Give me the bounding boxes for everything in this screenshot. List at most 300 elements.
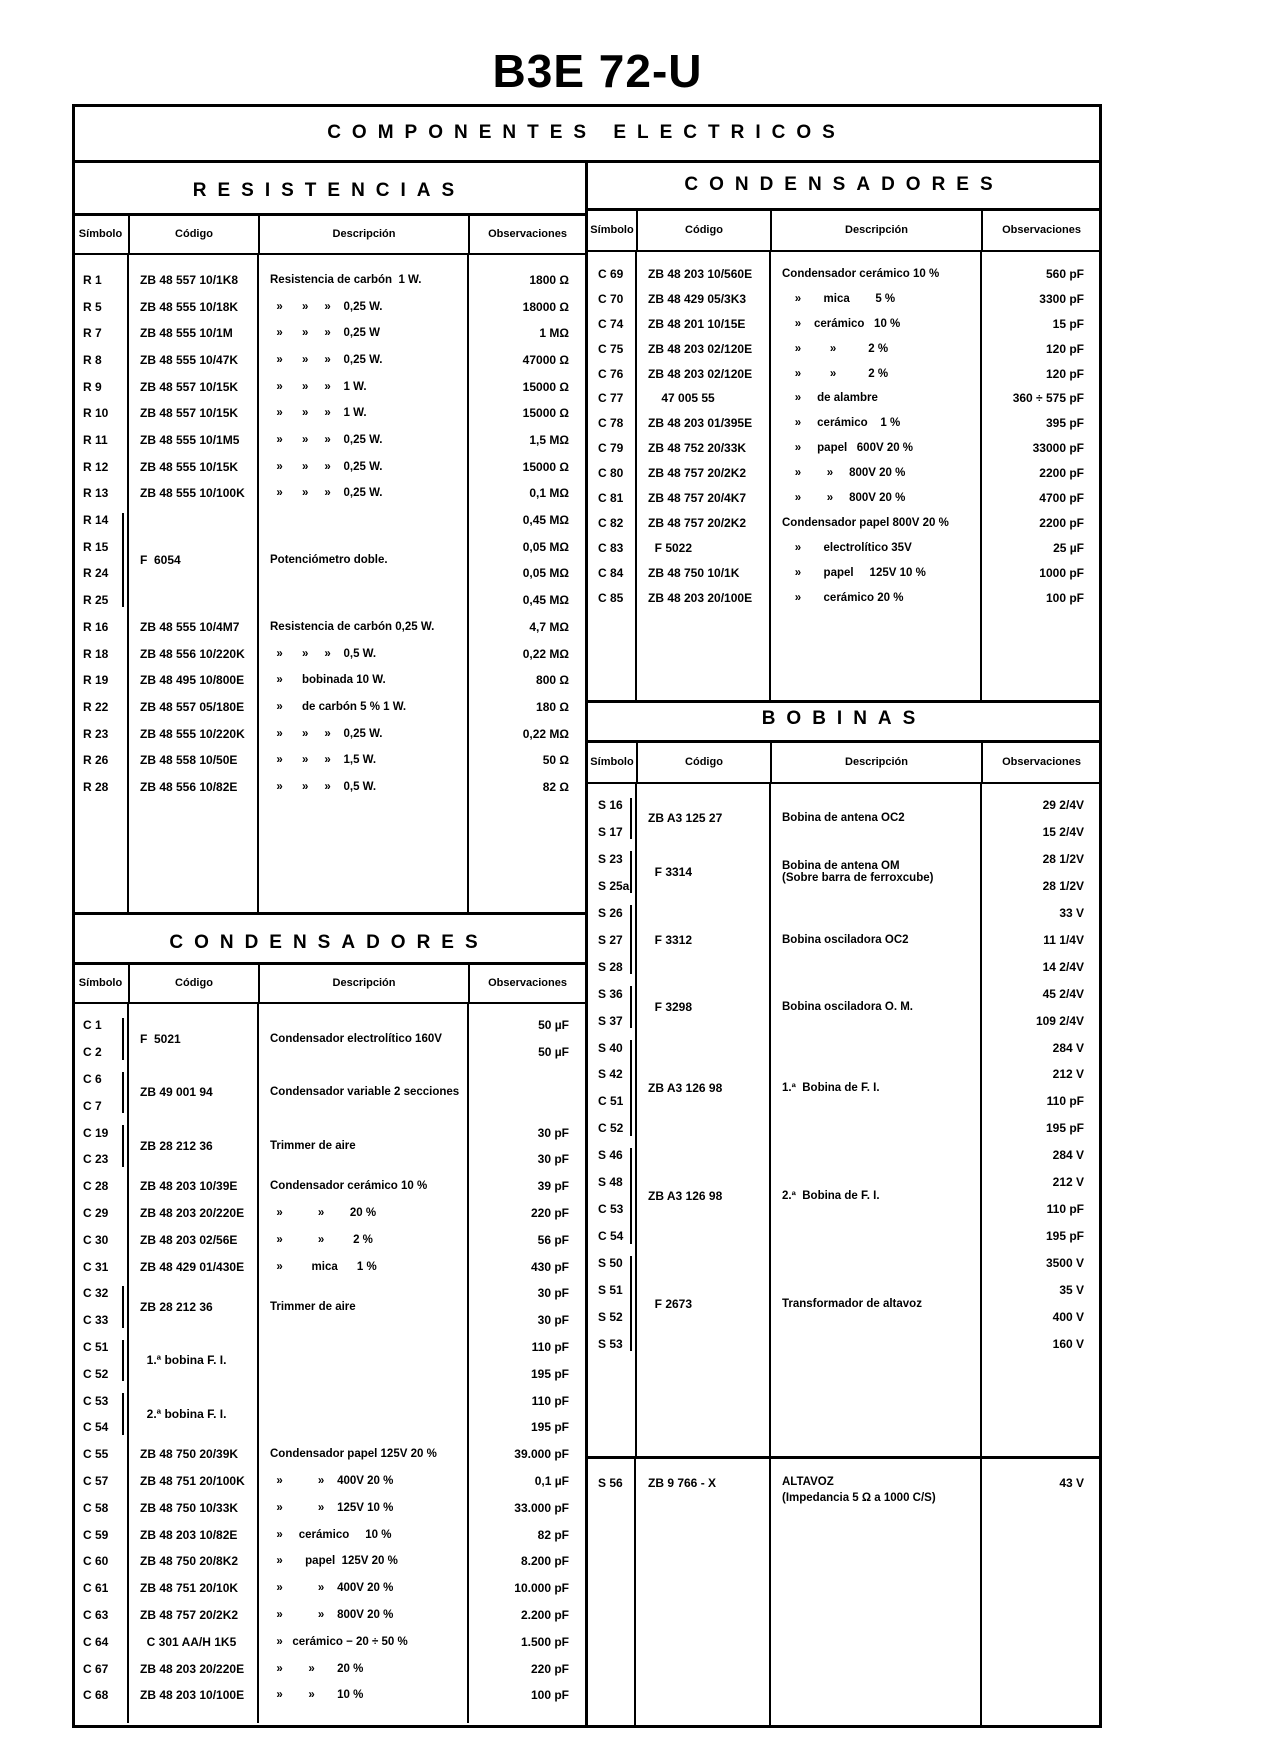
symbol-cell (588, 262, 636, 287)
symbol: R 13 (83, 486, 109, 501)
group-bracket (630, 1040, 632, 1136)
observation: 15000 Ω (522, 459, 569, 474)
symbol: C 83 (598, 540, 624, 555)
group-bracket (122, 513, 124, 608)
description-cell: » » 2 % (782, 367, 889, 380)
code-cell: ZB 48 203 10/39E (140, 1179, 238, 1194)
table-row-group (588, 1250, 1100, 1358)
table-row (73, 320, 585, 347)
code-cell: ZB 9 766 - X (648, 1476, 717, 1490)
code-cell: ZB 48 203 02/56E (140, 1232, 238, 1247)
table-row-group (73, 1387, 585, 1441)
observation: 8.200 pF (520, 1554, 569, 1569)
symbol-cell (73, 267, 128, 294)
table-row (73, 1226, 585, 1253)
code-cell: C 301 AA/H 1K5 (140, 1634, 237, 1649)
code-cell: ZB 48 555 10/4M7 (140, 619, 240, 634)
observations-cell (981, 286, 1100, 311)
description-cell: » papel 125V 10 % (782, 566, 926, 579)
table-row-group (588, 1034, 1100, 1142)
symbol: C 51 (83, 1339, 109, 1354)
observations-cell (468, 720, 585, 747)
header-symbol: Símbolo (590, 224, 634, 236)
observation: 15 2/4V (1042, 824, 1084, 839)
divider (588, 1456, 1100, 1459)
symbol: C 30 (83, 1232, 109, 1247)
code-cell: ZB A3 125 27 (648, 811, 723, 826)
symbol: C 19 (83, 1125, 109, 1140)
symbol-cell (588, 899, 636, 980)
symbol: S 28 (598, 959, 623, 974)
symbol-cell (73, 480, 128, 507)
symbol: C 2 (83, 1045, 102, 1060)
table-row (73, 1173, 585, 1200)
observation: 110 pF (1046, 1202, 1084, 1217)
symbol: C 55 (83, 1447, 109, 1462)
observation: 212 V (1052, 1067, 1084, 1082)
description-cell: » » » 1 W. (270, 380, 367, 393)
code-cell: ZB 48 757 20/4K7 (648, 490, 747, 505)
table-row (73, 1253, 585, 1280)
description-cell: » de carbón 5 % 1 W. (270, 700, 407, 713)
observation: 30 pF (537, 1125, 569, 1140)
observations-cell (468, 373, 585, 400)
code-cell: 2.ª bobina F. I. (140, 1406, 227, 1421)
description-cell: Condensador papel 800V 20 % (782, 516, 949, 529)
code-cell: ZB 48 555 10/15K (140, 459, 239, 474)
symbol: R 1 (83, 272, 102, 287)
description-cell: » » » 1,5 W. (270, 754, 377, 767)
observation: 82 Ω (542, 779, 569, 794)
code-cell: F 5021 (140, 1031, 181, 1046)
table-row (73, 694, 585, 721)
table-row (73, 373, 585, 400)
symbol: C 28 (83, 1179, 109, 1194)
description-cell: » » » 0,25 W. (270, 727, 383, 740)
description: ALTAVOZ (782, 1476, 834, 1488)
description-cell: » bobinada 10 W. (270, 674, 386, 687)
observations-cell (468, 453, 585, 480)
description-cell: » papel 125V 20 % (270, 1555, 398, 1568)
symbol-cell (588, 845, 636, 899)
observations-cell (981, 436, 1100, 461)
observations-cell (981, 585, 1100, 610)
observation: 50 Ω (542, 753, 569, 768)
table-row (73, 667, 585, 694)
symbol: S 26 (598, 905, 623, 920)
observation: 0,1 MΩ (529, 486, 569, 501)
code-cell: ZB 48 750 10/33K (140, 1500, 239, 1515)
code-cell: ZB 48 203 20/220E (140, 1205, 245, 1220)
symbol: C 61 (83, 1581, 109, 1596)
observation: 28 1/2V (1042, 851, 1084, 866)
header-symbol: Símbolo (78, 977, 123, 989)
symbol-cell (73, 1012, 128, 1066)
description-cell: Condensador cerámico 10 % (782, 267, 940, 280)
symbol: S 27 (598, 932, 623, 947)
table-body (588, 252, 1100, 700)
symbol: C 70 (598, 291, 624, 306)
observations-cell (468, 1173, 585, 1200)
header-description: Descripción (258, 215, 468, 253)
condensadores-left-title: CONDENSADORES (169, 932, 489, 953)
table-row (588, 386, 1100, 411)
observation: 800 Ω (536, 673, 569, 688)
code-cell: ZB 48 750 20/39K (140, 1447, 239, 1462)
code-cell: ZB A3 126 98 (648, 1080, 723, 1095)
symbol-cell (588, 486, 636, 511)
condensadores-right-table (588, 210, 1100, 700)
symbol: R 10 (83, 406, 109, 421)
condensadores-left-table (73, 964, 585, 1723)
description-cell: » » » 0,25 W. (270, 460, 383, 473)
symbol: R 18 (83, 646, 109, 661)
symbol-cell (588, 336, 636, 361)
code-cell: F 3314 (648, 865, 693, 880)
observations-cell (468, 293, 585, 320)
symbol-cell (73, 1173, 128, 1200)
group-bracket (122, 1072, 124, 1114)
observations-cell (981, 336, 1100, 361)
symbol: C 57 (83, 1473, 109, 1488)
table-row-group (73, 1280, 585, 1334)
symbol: S 36 (598, 986, 623, 1001)
group-bracket (630, 986, 632, 1028)
observation: 195 pF (530, 1420, 569, 1435)
table-header (588, 742, 1100, 784)
observations-cell (468, 1655, 585, 1682)
description-cell: » cerámico 1 % (782, 417, 901, 430)
description-cell: » mica 5 % (782, 292, 896, 305)
table-row (588, 336, 1100, 361)
description-cell: » » » 0,5 W. (270, 647, 377, 660)
table-row (73, 1602, 585, 1629)
code-cell: ZB 48 556 10/82E (140, 779, 238, 794)
description-cell: » » » 1 W. (270, 407, 367, 420)
observation: 2200 pF (1039, 466, 1084, 481)
table-row-group (588, 792, 1100, 846)
observation: 100 pF (530, 1688, 569, 1703)
description-note: (Impedancia 5 Ω a 1000 C/S) (782, 1492, 936, 1504)
table-row (73, 427, 585, 454)
symbol-cell (73, 1119, 128, 1173)
header-symbol: Símbolo (78, 228, 123, 240)
description-cell: 2.ª Bobina de F. I. (782, 1189, 880, 1202)
symbol-cell (588, 980, 636, 1034)
symbol-cell (588, 792, 636, 846)
symbol-cell (73, 347, 128, 374)
code-cell: ZB 48 203 02/120E (648, 341, 753, 356)
symbol: S 37 (598, 1013, 623, 1028)
observation: 2200 pF (1039, 515, 1084, 530)
symbol-cell (73, 507, 128, 614)
symbol-cell (73, 1066, 128, 1120)
observation: 15000 Ω (522, 406, 569, 421)
table-row (73, 720, 585, 747)
symbol: R 25 (83, 593, 109, 608)
observations-cell (981, 1476, 1100, 1504)
symbol: R 11 (83, 432, 108, 447)
observation: 50 µF (538, 1018, 569, 1033)
header-observations: Observaciones (468, 964, 585, 1002)
observation: 1,5 MΩ (529, 432, 569, 447)
observations-cell (468, 1226, 585, 1253)
observations-cell (981, 535, 1100, 560)
description-cell: » cerámico 20 % (782, 591, 904, 604)
resistencias-table (73, 215, 585, 912)
group-bracket (630, 851, 632, 893)
code-cell: ZB 48 757 20/2K2 (140, 1607, 239, 1622)
bobinas-title: BOBINAS (761, 708, 927, 729)
symbol-cell (588, 311, 636, 336)
observation: 212 V (1052, 1175, 1084, 1190)
table-row (73, 640, 585, 667)
table-row (588, 535, 1100, 560)
code-cell: F 5022 (648, 540, 693, 555)
observations-cell (981, 486, 1100, 511)
table-row-group (588, 845, 1100, 899)
symbol: C 82 (598, 515, 624, 530)
symbol-cell (73, 293, 128, 320)
table-header (73, 215, 585, 255)
symbol-cell (73, 667, 128, 694)
symbol: C 64 (83, 1634, 109, 1649)
symbol: S 17 (598, 824, 623, 839)
header-observations: Observaciones (981, 742, 1100, 782)
symbol: C 74 (598, 316, 624, 331)
symbol: C 76 (598, 366, 624, 381)
observations-cell (468, 1628, 585, 1655)
observation: 195 pF (1045, 1229, 1084, 1244)
group-bracket (122, 1340, 124, 1382)
symbol: C 54 (83, 1420, 109, 1435)
table-row (73, 480, 585, 507)
observation: 10.000 pF (514, 1581, 569, 1596)
description-cell: » cerámico − 20 ÷ 50 % (270, 1635, 408, 1648)
description-cell: Bobina osciladora OC2 (782, 933, 909, 946)
symbol-cell (73, 453, 128, 480)
observation: 82 pF (537, 1527, 569, 1542)
symbol: R 24 (83, 566, 109, 581)
symbol: C 1 (83, 1018, 102, 1033)
code-cell: 1.ª bobina F. I. (140, 1353, 227, 1368)
code-cell: ZB 48 203 10/100E (140, 1688, 245, 1703)
symbol-cell (73, 1226, 128, 1253)
observations-cell (981, 980, 1100, 1034)
observations-cell (981, 1034, 1100, 1142)
observations-cell (981, 899, 1100, 980)
observation: 18000 Ω (522, 299, 569, 314)
symbol-cell (588, 510, 636, 535)
symbol: C 7 (83, 1098, 102, 1113)
symbol-cell (73, 1334, 128, 1388)
table-body (73, 1004, 585, 1723)
header-description: Descripción (258, 964, 468, 1002)
symbol: S 51 (598, 1283, 623, 1298)
resistencias-title: RESISTENCIAS (192, 180, 466, 201)
description-cell: » » » 0,25 W (270, 327, 380, 340)
symbol-cell (588, 461, 636, 486)
symbol-cell (73, 1441, 128, 1468)
group-bracket (122, 1018, 124, 1060)
observation: 1 MΩ (539, 326, 569, 341)
code-cell: ZB 48 555 10/100K (140, 486, 245, 501)
symbol: S 25a (598, 878, 630, 893)
table-row-group (73, 1119, 585, 1173)
symbol-cell (73, 720, 128, 747)
observation: 360 ÷ 575 pF (1012, 391, 1084, 406)
code-cell: ZB 48 201 10/15E (648, 316, 746, 331)
description-cell: Resistencia de carbón 0,25 W. (270, 620, 435, 633)
table-row (73, 1548, 585, 1575)
symbol-cell (73, 1280, 128, 1334)
symbol-cell (588, 1142, 636, 1250)
observations-cell (981, 560, 1100, 585)
observations-cell (468, 1387, 585, 1441)
code-cell: ZB 48 203 20/100E (648, 590, 753, 605)
observation: 1800 Ω (529, 272, 569, 287)
table-row (73, 1682, 585, 1709)
code-cell: ZB 48 429 01/430E (140, 1259, 245, 1274)
observation: 14 2/4V (1042, 959, 1084, 974)
observation: 220 pF (530, 1205, 569, 1220)
observation: 33.000 pF (514, 1500, 569, 1515)
description-cell: » » 10 % (270, 1689, 364, 1702)
symbol: R 8 (83, 352, 102, 367)
symbol-cell (73, 400, 128, 427)
table-row-group (73, 1066, 585, 1120)
description-cell: » » » 0,25 W. (270, 433, 383, 446)
observation: 25 µF (1053, 540, 1084, 555)
description-cell: Bobina osciladora O. M. (782, 1001, 913, 1014)
symbol-cell (73, 613, 128, 640)
observation: 35 V (1059, 1283, 1084, 1298)
symbol-cell (588, 1250, 636, 1358)
observations-cell (468, 320, 585, 347)
description-cell: » » » 0,25 W. (270, 487, 383, 500)
header-description: Descripción (770, 210, 981, 250)
observations-cell (981, 1142, 1100, 1250)
symbol-cell (73, 320, 128, 347)
description-cell: » » 800V 20 % (270, 1608, 394, 1621)
symbol: S 56 (598, 1476, 623, 1490)
description-cell: » » » 0,25 W. (270, 353, 383, 366)
header-description: Descripción (770, 742, 981, 782)
symbol: C 53 (598, 1202, 624, 1217)
code-cell: ZB 48 429 05/3K3 (648, 291, 747, 306)
header-code: Código (636, 210, 770, 250)
observation: 45 2/4V (1042, 986, 1084, 1001)
code-cell: ZB 48 203 10/560E (648, 266, 753, 281)
symbol-cell (73, 1602, 128, 1629)
group-bracket (630, 1148, 632, 1244)
description-cell: Transformador de altavoz (782, 1297, 922, 1310)
observations-cell (981, 845, 1100, 899)
observations-cell (468, 747, 585, 774)
code-cell: ZB 48 203 10/82E (140, 1527, 238, 1542)
description-cell: » » 800V 20 % (782, 491, 906, 504)
table-row (73, 1494, 585, 1521)
symbol: C 53 (83, 1393, 109, 1408)
description-cell: Condensador variable 2 secciones (270, 1086, 460, 1099)
observations-cell (468, 1682, 585, 1709)
description-cell: » cerámico 10 % (270, 1528, 392, 1541)
observation: 11 1/4V (1043, 932, 1084, 947)
observations-cell (981, 792, 1100, 846)
observation: 284 V (1052, 1148, 1084, 1163)
description-cell (258, 1387, 468, 1441)
table-row (588, 311, 1100, 336)
symbol: C 59 (83, 1527, 109, 1542)
observations-cell (981, 311, 1100, 336)
symbol-cell (73, 1521, 128, 1548)
observations-cell (468, 1253, 585, 1280)
observation: 109 2/4V (1035, 1013, 1084, 1028)
symbol-cell (588, 436, 636, 461)
observations-cell (468, 1548, 585, 1575)
symbol: R 26 (83, 753, 109, 768)
code-cell: 47 005 55 (648, 391, 715, 406)
observation: 195 pF (530, 1366, 569, 1381)
symbol: R 5 (83, 299, 102, 314)
symbol-cell (73, 1682, 128, 1709)
table-row (588, 486, 1100, 511)
symbol-cell (73, 373, 128, 400)
group-bracket (122, 1393, 124, 1435)
observations-cell (468, 1441, 585, 1468)
symbol-cell (588, 286, 636, 311)
symbol-cell (588, 560, 636, 585)
symbol: R 14 (83, 513, 109, 528)
observation: 1000 pF (1039, 565, 1084, 580)
table-row (588, 585, 1100, 610)
symbol-cell (588, 535, 636, 560)
code-cell: ZB 48 557 10/15K (140, 379, 239, 394)
table-row (73, 613, 585, 640)
description-cell: » de alambre (782, 392, 878, 405)
table-row (73, 400, 585, 427)
document-title: B3E 72-U (492, 45, 703, 97)
description-cell: Bobina de antena OM (Sobre barra de ferroxcube) (782, 860, 934, 885)
description-cell: » mica 1 % (270, 1260, 377, 1273)
observations-cell (981, 386, 1100, 411)
symbol: S 48 (598, 1175, 623, 1190)
observation: 33 V (1059, 905, 1084, 920)
observation: 0,05 MΩ (522, 566, 569, 581)
table-row-group (73, 1012, 585, 1066)
symbol: C 52 (598, 1121, 624, 1136)
symbol: C 75 (598, 341, 624, 356)
observations-cell (468, 1012, 585, 1066)
symbol: C 84 (598, 565, 624, 580)
table-row (588, 262, 1100, 287)
observations-cell (468, 1280, 585, 1334)
symbol: C 79 (598, 441, 624, 456)
column-line (980, 1456, 982, 1725)
observations-cell (981, 262, 1100, 287)
description-cell (258, 1334, 468, 1388)
code-cell: ZB 48 203 02/120E (648, 366, 753, 381)
description-cell: Condensador cerámico 10 % (270, 1180, 428, 1193)
symbol: C 54 (598, 1229, 624, 1244)
symbol: S 40 (598, 1040, 623, 1055)
observation: 50 µF (538, 1045, 569, 1060)
symbol: R 19 (83, 673, 109, 688)
table-row-group (588, 980, 1100, 1034)
symbol: R 16 (83, 619, 109, 634)
table-row (73, 774, 585, 801)
table-row (73, 747, 585, 774)
